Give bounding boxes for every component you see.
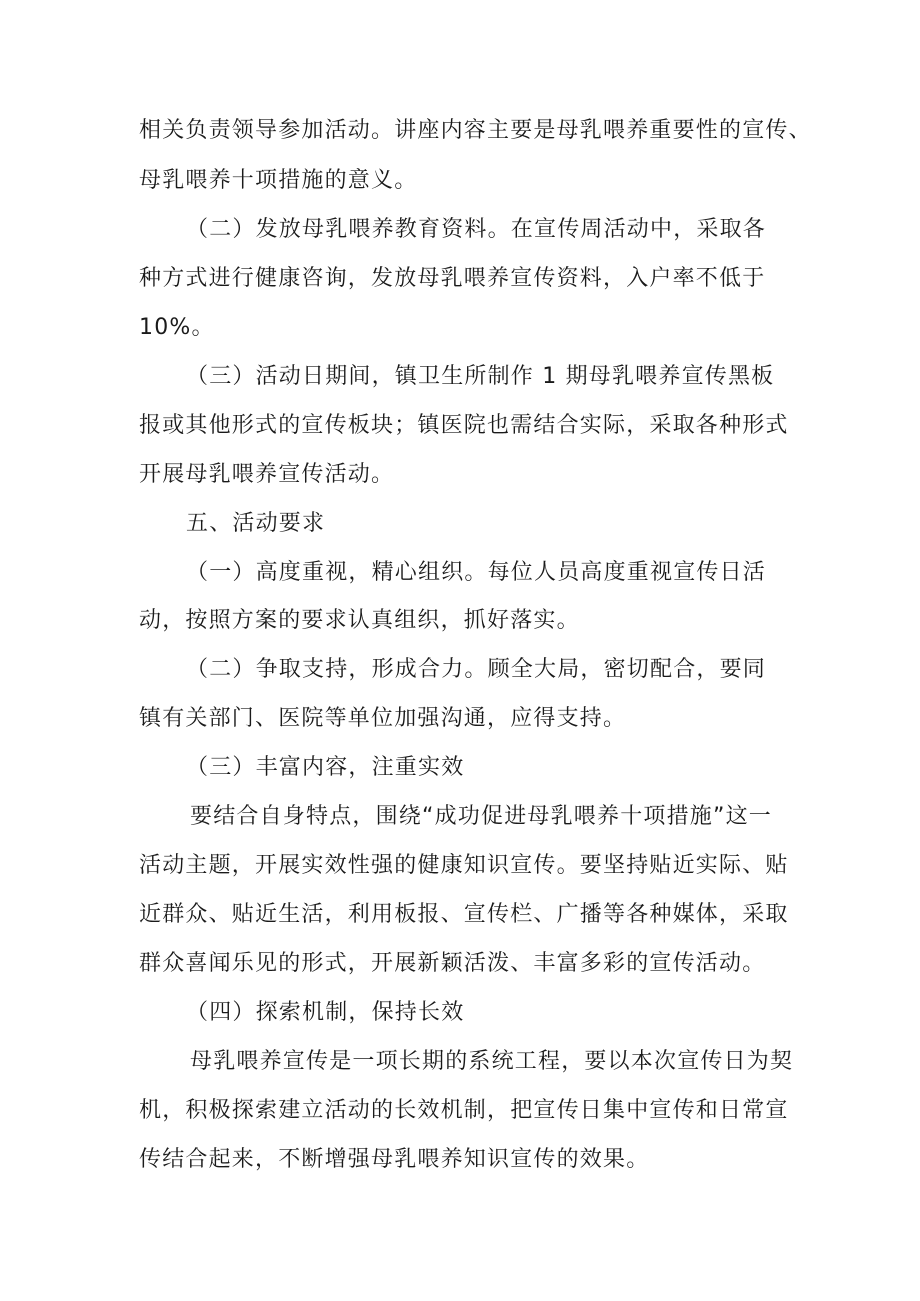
paragraph-line: 母乳喂养宣传是一项长期的系统工程，要以本次宣传日为契	[190, 1049, 794, 1074]
paragraph-line: （二）发放母乳喂养教育资料。在宣传周活动中，采取各	[186, 217, 767, 242]
paragraph-line: 活动主题，开展实效性强的健康知识宣传。要坚持贴近实际、贴	[139, 853, 789, 878]
paragraph-line: 母乳喂养十项措施的意义。	[139, 168, 418, 193]
paragraph-line: （二）争取支持，形成合力。顾全大局，密切配合，要同	[186, 657, 767, 682]
paragraph-line: 10%。	[139, 315, 215, 340]
section-heading: 五、活动要求	[186, 511, 326, 536]
paragraph-line: 要结合自身特点，围绕“成功促进母乳喂养十项措施”这一	[190, 804, 772, 829]
subheading-line: （三）丰富内容，注重实效	[186, 755, 465, 780]
paragraph-line: 传结合起来，不断增强母乳喂养知识宣传的效果。	[139, 1147, 650, 1172]
paragraph-line: 相关负责领导参加活动。讲座内容主要是母乳喂养重要性的宣传、	[139, 118, 812, 143]
paragraph-line: （三）活动日期间，镇卫生所制作 1 期母乳喂养宣传黑板	[186, 364, 775, 389]
paragraph-line: 动，按照方案的要求认真组织，抓好落实。	[139, 608, 580, 633]
paragraph-line: 镇有关部门、医院等单位加强沟通，应得支持。	[139, 706, 627, 731]
paragraph-line: （一）高度重视，精心组织。每位人员高度重视宣传日活	[186, 560, 767, 585]
paragraph-line: 开展母乳喂养宣传活动。	[139, 462, 395, 487]
subheading-line: （四）探索机制，保持长效	[186, 1000, 465, 1025]
paragraph-line: 近群众、贴近生活，利用板报、宣传栏、广播等各种媒体，采取	[139, 902, 789, 927]
paragraph-line: 种方式进行健康咨询，发放母乳喂养宣传资料，入户率不低于	[139, 266, 766, 291]
paragraph-line: 机，积极探索建立活动的长效机制，把宣传日集中宣传和日常宣	[139, 1098, 789, 1123]
paragraph-line: 群众喜闻乐见的形式，开展新颖活泼、丰富多彩的宣传活动。	[139, 951, 766, 976]
paragraph-line: 报或其他形式的宣传板块；镇医院也需结合实际，采取各种形式	[139, 413, 789, 438]
